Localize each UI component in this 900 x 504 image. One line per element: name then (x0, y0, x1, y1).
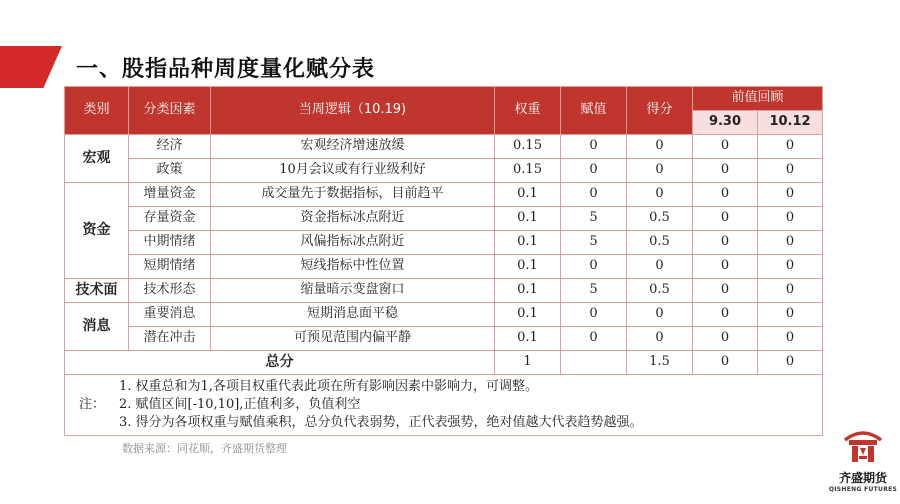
assign-cell: 0 (561, 303, 627, 327)
header-prev: 前值回顾 (693, 87, 823, 111)
total-weight: 1 (495, 351, 561, 375)
notes-list (119, 378, 643, 432)
corner-accent (0, 46, 62, 88)
assign-cell: 0 (561, 183, 627, 207)
factor-cell: 中期情绪 (129, 231, 211, 255)
logic-cell: 缩量暗示变盘窗口 (211, 279, 495, 303)
header-factor: 分类因素 (129, 87, 211, 135)
total-label: 总分 (65, 351, 495, 375)
prev1-cell: 0 (693, 207, 758, 231)
weight-cell: 0.1 (495, 183, 561, 207)
weight-cell: 0.15 (495, 159, 561, 183)
weight-cell: 0.1 (495, 303, 561, 327)
weight-cell: 0.1 (495, 207, 561, 231)
factor-cell: 存量资金 (129, 207, 211, 231)
factor-cell: 技术形态 (129, 279, 211, 303)
logic-cell: 成交量先于数据指标，目前趋平 (211, 183, 495, 207)
prev2-cell: 0 (758, 303, 823, 327)
total-row (65, 351, 823, 375)
note-item: 2. 赋值区间[-10,10],正值利多，负值利空 (119, 397, 361, 412)
header-score: 得分 (627, 87, 693, 135)
prev2-cell: 0 (758, 135, 823, 159)
assign-cell: 5 (561, 231, 627, 255)
prev2-cell: 0 (758, 207, 823, 231)
table-row (65, 135, 823, 159)
score-cell: 0 (627, 255, 693, 279)
header-logic: 当周逻辑（10.19) (211, 87, 495, 135)
data-source: 数据来源：同花顺，齐盛期货整理 (122, 442, 287, 455)
factor-cell: 经济 (129, 135, 211, 159)
table-row (65, 255, 823, 279)
factor-cell: 重要消息 (129, 303, 211, 327)
category-cell: 消息 (65, 303, 129, 351)
logic-cell: 10月会议或有行业级利好 (211, 159, 495, 183)
table-row (65, 183, 823, 207)
assign-cell: 0 (561, 135, 627, 159)
factor-cell: 潜在冲击 (129, 327, 211, 351)
note-item: 3. 得分为各项权重与赋值乘积，总分负代表弱势，正代表强势，绝对值越大代表趋势越强。 (119, 415, 643, 430)
note-item: 1. 权重总和为1,各项目权重代表此项在所有影响因素中影响力，可调整。 (119, 379, 538, 394)
prev1-cell: 0 (693, 231, 758, 255)
prev2-cell: 0 (758, 279, 823, 303)
category-cell: 资金 (65, 183, 129, 279)
prev2-cell: 0 (758, 327, 823, 351)
table-row (65, 303, 823, 327)
total-prev2: 0 (758, 351, 823, 375)
prev1-cell: 0 (693, 279, 758, 303)
prev1-cell: 0 (693, 303, 758, 327)
logo-emblem-icon (841, 428, 885, 464)
prev1-cell: 0 (693, 135, 758, 159)
table-row (65, 327, 823, 351)
prev2-cell: 0 (758, 255, 823, 279)
score-cell: 0 (627, 327, 693, 351)
total-score: 1.5 (627, 351, 693, 375)
logic-cell: 短线指标中性位置 (211, 255, 495, 279)
prev2-cell: 0 (758, 159, 823, 183)
company-logo (828, 428, 898, 493)
scoring-table (64, 86, 823, 436)
prev2-cell: 0 (758, 231, 823, 255)
assign-cell: 0 (561, 255, 627, 279)
score-cell: 0 (627, 303, 693, 327)
factor-cell: 增量资金 (129, 183, 211, 207)
header-assign: 赋值 (561, 87, 627, 135)
assign-cell: 0 (561, 159, 627, 183)
category-cell: 技术面 (65, 279, 129, 303)
notes-row (65, 375, 823, 436)
weight-cell: 0.1 (495, 231, 561, 255)
logo-name: 齐盛期货 (838, 471, 887, 485)
score-cell: 0.5 (627, 231, 693, 255)
category-cell: 宏观 (65, 135, 129, 183)
logic-cell: 资金指标冰点附近 (211, 207, 495, 231)
prev1-cell: 0 (693, 159, 758, 183)
header-weight: 权重 (495, 87, 561, 135)
logic-cell: 风偏指标冰点附近 (211, 231, 495, 255)
weight-cell: 0.1 (495, 279, 561, 303)
table-row (65, 159, 823, 183)
notes-label: 注： (78, 396, 105, 412)
total-prev1: 0 (693, 351, 758, 375)
prev2-cell: 0 (758, 183, 823, 207)
logo-english-name: QISHENG FUTURES (828, 486, 898, 493)
weight-cell: 0.15 (495, 135, 561, 159)
assign-cell: 5 (561, 279, 627, 303)
prev1-cell: 0 (693, 327, 758, 351)
header-category: 类别 (65, 87, 129, 135)
logic-cell: 宏观经济增速放缓 (211, 135, 495, 159)
total-assign (561, 351, 627, 375)
header-prev-2: 10.12 (758, 111, 823, 135)
logic-cell: 可预见范围内偏平静 (211, 327, 495, 351)
factor-cell: 短期情绪 (129, 255, 211, 279)
prev1-cell: 0 (693, 255, 758, 279)
assign-cell: 5 (561, 207, 627, 231)
prev1-cell: 0 (693, 183, 758, 207)
score-cell: 0.5 (627, 279, 693, 303)
score-cell: 0 (627, 135, 693, 159)
score-cell: 0.5 (627, 207, 693, 231)
table-row (65, 207, 823, 231)
notes-cell (65, 375, 823, 436)
table-row (65, 279, 823, 303)
score-cell: 0 (627, 159, 693, 183)
weight-cell: 0.1 (495, 327, 561, 351)
logic-cell: 短期消息面平稳 (211, 303, 495, 327)
page-title: 一、股指品种周度量化赋分表 (76, 57, 376, 82)
factor-cell: 政策 (129, 159, 211, 183)
table-row (65, 231, 823, 255)
header-prev-1: 9.30 (693, 111, 758, 135)
weight-cell: 0.1 (495, 255, 561, 279)
score-cell: 0 (627, 183, 693, 207)
assign-cell: 0 (561, 327, 627, 351)
